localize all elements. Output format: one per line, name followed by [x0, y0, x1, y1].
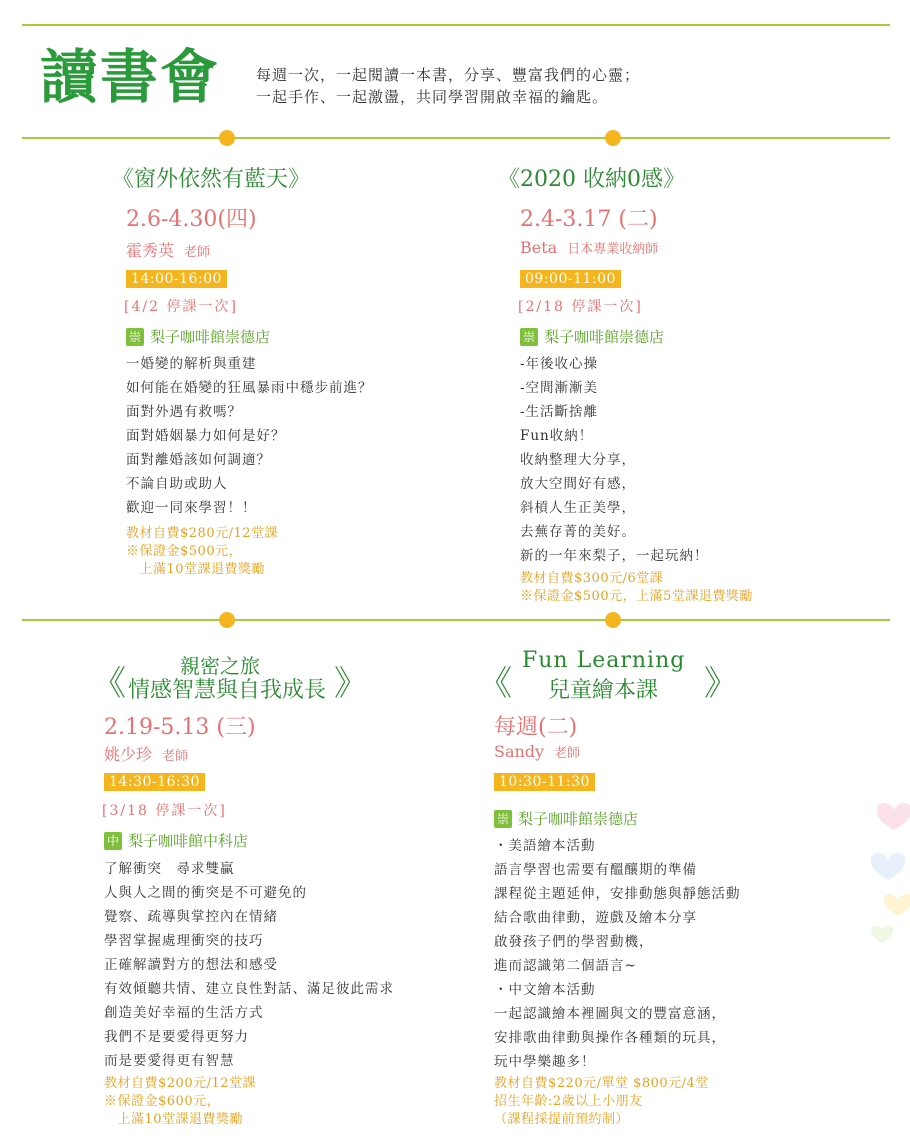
course-date: 2.6-4.30(四) [126, 207, 257, 232]
course-teacher [494, 742, 580, 761]
course-store [126, 326, 270, 347]
desc-line: 歡迎一同來學習！！ [126, 500, 257, 516]
title-bracket-open: 《 [92, 664, 126, 704]
teacher-role: 老師 [554, 746, 581, 761]
course-title: 《窗外依然有藍天》 [112, 167, 311, 192]
desc-line: 一起認識繪本裡圖與文的豐富意涵， [494, 1006, 726, 1022]
desc-line: 而是要愛得更有智慧 [104, 1053, 235, 1069]
desc-line: 如何能在婚變的狂風暴雨中穩步前進？ [126, 380, 373, 396]
fee-line: ※保證金$500元， [126, 544, 243, 559]
teacher-name: 姚少珍 [104, 745, 153, 764]
course-teacher [520, 238, 658, 257]
course-fee [520, 570, 753, 606]
desc-line: -空間漸漸美 [520, 380, 599, 396]
desc-line: 啟發孩子們的學習動機， [494, 934, 654, 950]
divider-line [22, 137, 890, 139]
title-bracket-close: 》 [704, 664, 738, 704]
desc-line: 收納整理大分享， [520, 452, 636, 468]
desc-line: 我們不是要愛得更努力 [104, 1029, 249, 1045]
store-badge: 崇 [494, 810, 512, 828]
divider-dot [219, 130, 235, 146]
fee-line: 教材自費$280元/12堂課 [126, 526, 279, 541]
fee-line: 教材自費$220元/單堂 $800元/4堂 [494, 1076, 709, 1091]
fee-line: 上滿10堂課退費獎勵 [104, 1112, 244, 1127]
desc-line: 玩中學樂趣多！ [494, 1054, 596, 1070]
course-fee [104, 1075, 256, 1129]
course-store [104, 830, 248, 851]
desc-line: ・美語繪本活動 [494, 838, 596, 854]
course-pause: [2/18 停課一次] [518, 299, 643, 315]
intro-text [256, 64, 640, 108]
desc-line: 去蕪存菁的美好。 [520, 524, 636, 540]
desc-line: 一婚變的解析與重建 [126, 356, 257, 372]
teacher-name: Sandy [494, 742, 545, 761]
desc-line: 不論自助或助人 [126, 476, 228, 492]
desc-line: 學習掌握處理衝突的技巧 [104, 933, 264, 949]
teacher-name: Beta [520, 238, 558, 257]
intro-line: 每週一次，一起閱讀一本書，分享、豐富我們的心靈； [256, 66, 641, 84]
desc-line: 面對婚姻暴力如何是好？ [126, 428, 286, 444]
desc-line: 了解衝突 尋求雙贏 [104, 861, 235, 877]
heart-icon [884, 894, 910, 916]
heart-icon [871, 925, 893, 943]
course-title-line2: 兒童繪本課 [548, 678, 659, 703]
divider-line [22, 619, 890, 621]
course-title-line1: Fun Learning [522, 648, 686, 673]
desc-line: Fun收納！ [520, 428, 594, 444]
course-time: 14:30-16:30 [104, 773, 205, 791]
store-badge: 崇 [126, 328, 144, 346]
title-bracket-open: 《 [478, 664, 512, 704]
desc-line: 正確解讀對方的想法和感受 [104, 957, 278, 973]
fee-line: 教材自費$300元/6堂課 [520, 571, 664, 586]
course-desc [104, 857, 394, 1073]
desc-line: 語言學習也需要有醞釀期的準備 [494, 862, 697, 878]
course-date: 2.19-5.13 (三) [104, 715, 256, 740]
desc-line: 創造美好幸福的生活方式 [104, 1005, 264, 1021]
teacher-role: 老師 [184, 245, 211, 260]
course-fee [126, 525, 278, 579]
course-time: 10:30-11:30 [494, 773, 595, 791]
course-teacher [104, 742, 188, 765]
store-name: 梨子咖啡館崇德店 [544, 328, 665, 346]
course-store [520, 326, 664, 347]
divider-dot [605, 130, 621, 146]
desc-line: 放大空間好有感， [520, 476, 636, 492]
desc-line: 課程從主題延伸，安排動態與靜態活動 [494, 886, 741, 902]
course-store [494, 808, 638, 829]
desc-line: 結合歌曲律動，遊戲及繪本分享 [494, 910, 697, 926]
fee-line: 招生年齡:2歲以上小朋友 [494, 1094, 643, 1109]
desc-line: ・中文繪本活動 [494, 982, 596, 998]
divider-dot [219, 612, 235, 628]
store-badge: 中 [104, 832, 122, 850]
course-desc [126, 352, 373, 520]
desc-line: -年後收心操 [520, 356, 599, 372]
course-time: 14:00-16:00 [126, 270, 227, 288]
desc-line: 面對離婚該如何調適？ [126, 452, 271, 468]
course-title-line1: 親密之旅 [180, 654, 260, 678]
course-date: 每週(二) [494, 715, 578, 740]
course-time: 09:00-11:00 [520, 270, 621, 288]
store-name: 梨子咖啡館中科店 [128, 832, 249, 850]
course-date: 2.4-3.17 (二) [520, 207, 658, 232]
desc-line: 新的一年來梨子，一起玩納！ [520, 548, 709, 564]
desc-line: 面對外遇有救嗎？ [126, 404, 242, 420]
teacher-name: 霍秀英 [126, 241, 175, 260]
course-pause: [4/2 停課一次] [124, 299, 238, 315]
desc-line: 安排歌曲律動與操作各種類的玩具， [494, 1030, 726, 1046]
store-name: 梨子咖啡館崇德店 [518, 810, 639, 828]
teacher-role: 老師 [162, 749, 189, 764]
fee-line: ※保證金$600元， [104, 1094, 221, 1109]
heart-icon [877, 803, 910, 830]
top-border [22, 24, 890, 26]
heart-icon [871, 853, 906, 880]
store-badge: 崇 [520, 328, 538, 346]
desc-line: -生活斷捨離 [520, 404, 599, 420]
title-bracket-close: 》 [334, 664, 368, 704]
desc-line: 覺察、疏導與掌控內在情緒 [104, 909, 278, 925]
fee-line: 教材自費$200元/12堂課 [104, 1076, 257, 1091]
course-title-line2: 情感智慧與自我成長 [128, 678, 327, 703]
fee-line: （課程採提前預約制） [494, 1112, 630, 1127]
desc-line: 進而認識第二個語言~ [494, 958, 637, 974]
course-teacher [126, 238, 210, 261]
store-name: 梨子咖啡館崇德店 [150, 328, 271, 346]
page-title: 讀書會 [40, 43, 221, 111]
course-fee [494, 1075, 709, 1129]
desc-line: 人與人之間的衝突是不可避免的 [104, 885, 307, 901]
desc-line: 斜槓人生正美學， [520, 500, 636, 516]
hearts-decoration [858, 780, 910, 970]
fee-line: ※保證金$500元，上滿5堂課退費獎勵 [520, 589, 753, 604]
intro-line: 一起手作、一起激盪，共同學習開啟幸福的鑰匙。 [256, 88, 609, 106]
fee-line: 上滿10堂課退費獎勵 [126, 562, 266, 577]
course-pause: [3/18 停課一次] [102, 803, 227, 819]
course-desc [520, 352, 709, 568]
desc-line: 有效傾聽共情、建立良性對話、滿足彼此需求 [104, 981, 394, 997]
course-title: 《2020 收納0感》 [498, 167, 685, 192]
teacher-role: 日本專業收納師 [567, 242, 659, 257]
course-desc [494, 834, 741, 1074]
divider-dot [605, 612, 621, 628]
